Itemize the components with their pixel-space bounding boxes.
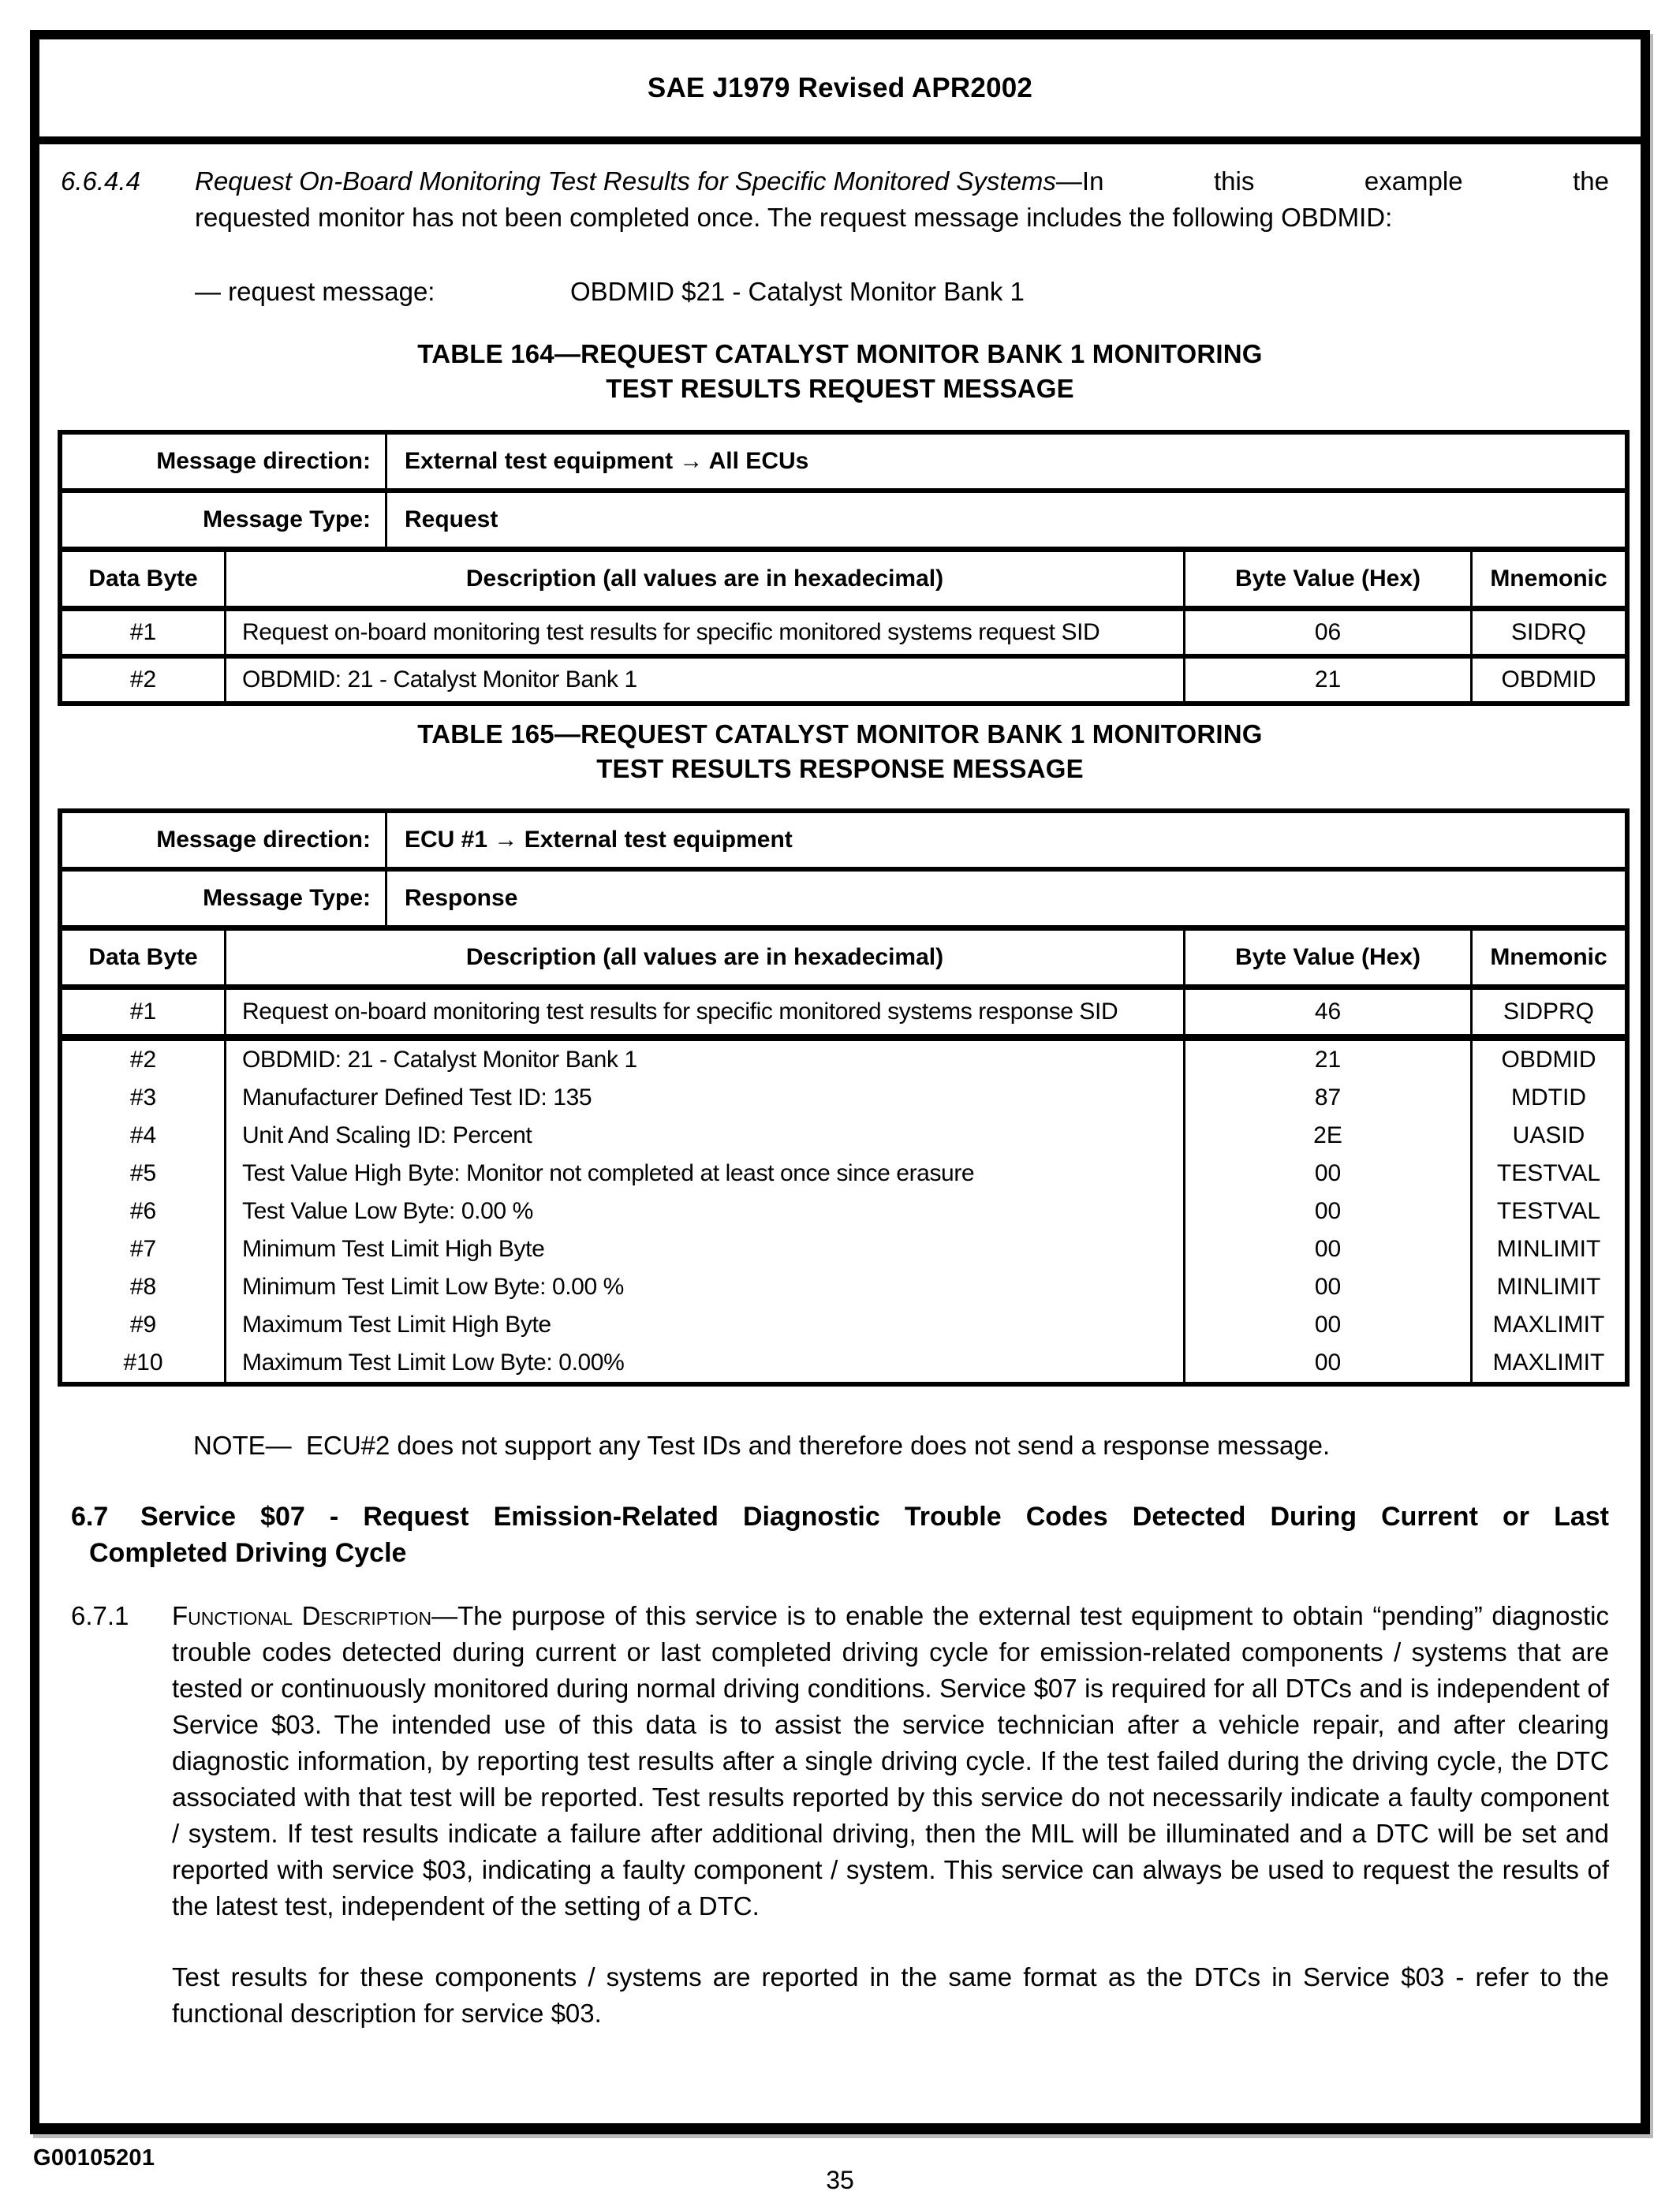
table-164-caption-line2: TEST RESULTS REQUEST MESSAGE: [606, 374, 1074, 403]
table-row: [62, 1117, 1625, 1155]
cell-description: Unit And Scaling ID: Percent: [224, 1117, 1183, 1155]
cell-mnemonic: SIDRQ: [1470, 611, 1625, 654]
cell-mnemonic: OBDMID: [1470, 659, 1625, 701]
cell-mnemonic: MINLIMIT: [1470, 1230, 1625, 1268]
message-direction-label: Message direction:: [62, 813, 387, 867]
table-164-caption: [39, 337, 1641, 406]
column-header-data-byte: Data Byte: [88, 944, 198, 970]
cell-mnemonic: MDTID: [1470, 1079, 1625, 1117]
cell-mnemonic: SIDPRQ: [1470, 990, 1625, 1034]
table-164-caption-line1: TABLE 164—REQUEST CATALYST MONITOR BANK 1 MONITORING: [417, 339, 1263, 368]
column-header-byte-value: Byte Value (Hex): [1183, 552, 1470, 606]
table-row: [62, 1079, 1625, 1117]
section-title-italic: Request On-Board Monitoring Test Results for Specific Monitored Systems: [195, 166, 1056, 196]
request-message-value: OBDMID $21 - Catalyst Monitor Bank 1: [570, 277, 1025, 306]
message-direction-value: ECU #1 → External test equipment: [405, 827, 793, 853]
message-type-label: Message Type:: [62, 493, 387, 547]
section-6-7-1-body: [172, 1598, 1609, 1924]
cell-description: Maximum Test Limit High Byte: [224, 1306, 1183, 1344]
section-number: 6.6.4.4: [61, 166, 140, 196]
cell-byte-value: 87: [1183, 1079, 1470, 1117]
cell-mnemonic: TESTVAL: [1470, 1155, 1625, 1193]
column-header-description: Description (all values are in hexadecimal): [224, 552, 1183, 606]
justified-word: example: [1364, 166, 1463, 196]
cell-data-byte: #6: [129, 1198, 157, 1224]
page-content: [39, 163, 1641, 2032]
section-title-fragment: [195, 163, 1103, 200]
cell-data-byte: #10: [123, 1349, 163, 1376]
cell-byte-value: 00: [1183, 1155, 1470, 1193]
justified-word: the: [1573, 166, 1609, 196]
cell-byte-value: 00: [1183, 1230, 1470, 1268]
page-title: SAE J1979 Revised APR2002: [647, 72, 1033, 103]
cell-mnemonic: MAXLIMIT: [1470, 1344, 1625, 1382]
page-number: 35: [826, 2166, 854, 2194]
table-row: [62, 1268, 1625, 1306]
cell-description: Manufacturer Defined Test ID: 135: [224, 1079, 1183, 1117]
cell-data-byte: #7: [129, 1236, 157, 1262]
figure-id-label: G00105201: [33, 2145, 155, 2171]
table-row: [62, 990, 1625, 1041]
message-direction-label: Message direction:: [62, 435, 387, 488]
cell-data-byte: #9: [129, 1312, 157, 1338]
column-header-description: Description (all values are in hexadecimal): [224, 931, 1183, 984]
cell-data-byte: #2: [129, 666, 157, 692]
note-text: NOTE— ECU#2 does not support any Test IDs and therefore does not send a response message.: [193, 1431, 1331, 1460]
message-type-label: Message Type:: [62, 872, 387, 925]
section-6-6-4-4-body: [195, 163, 1609, 236]
cell-mnemonic: TESTVAL: [1470, 1193, 1625, 1230]
message-type-value: Request: [405, 506, 498, 532]
cell-description: Request on-board monitoring test results for specific monitored systems response SID: [224, 990, 1183, 1034]
cell-data-byte: #5: [129, 1160, 157, 1186]
cell-byte-value: 21: [1183, 1041, 1470, 1079]
table-164: [58, 430, 1630, 706]
cell-data-byte: #1: [129, 999, 157, 1025]
message-direction-value: External test equipment → All ECUs: [405, 448, 809, 474]
section-6-6-4-4: [61, 163, 1609, 236]
cell-data-byte: #1: [129, 619, 157, 645]
cell-mnemonic: MAXLIMIT: [1470, 1306, 1625, 1344]
section-6-7-1: [39, 1598, 1609, 1924]
cell-data-byte: #2: [129, 1047, 157, 1073]
table-row: [62, 1193, 1625, 1230]
section-6-7-heading-line2: Completed Driving Cycle: [89, 1538, 407, 1568]
justified-word: this: [1213, 166, 1255, 196]
cell-mnemonic: MINLIMIT: [1470, 1268, 1625, 1306]
section-number: 6.7.1: [71, 1601, 129, 1630]
section-number: 6.7: [71, 1502, 109, 1532]
functional-description-lead: Functional Description: [172, 1601, 432, 1630]
cell-byte-value: 46: [1183, 990, 1470, 1034]
table-165-caption-line1: TABLE 165—REQUEST CATALYST MONITOR BANK 1 MONITORING: [417, 719, 1263, 748]
cell-description: Test Value High Byte: Monitor not completed at least once since erasure: [224, 1155, 1183, 1193]
table-header-row: [62, 552, 1625, 611]
table-row: [62, 813, 1625, 872]
table-row: [62, 1230, 1625, 1268]
column-header-mnemonic: Mnemonic: [1470, 931, 1625, 984]
table-row: [62, 611, 1625, 659]
cell-byte-value: 2E: [1183, 1117, 1470, 1155]
request-message-label: — request message:: [195, 277, 435, 306]
table-165: [58, 808, 1630, 1387]
column-header-mnemonic: Mnemonic: [1470, 552, 1625, 606]
column-header-data-byte: Data Byte: [88, 566, 198, 592]
cell-description: Maximum Test Limit Low Byte: 0.00%: [224, 1344, 1183, 1382]
message-type-value: Response: [405, 885, 518, 911]
page-border-box: [30, 30, 1650, 2134]
table-165-caption: [39, 717, 1641, 786]
section-6-7-1-text: —The purpose of this service is to enable the external test equipment to obtain “pending” diagnostic trouble codes detected during current or last completed driving cycle for emission-related components / systems that are tested or continuously monitored during normal driving conditions. Service $07 is required for all DTCs and is independent of Service $03. The intended use of this data is to assist the service technician after a vehicle repair, and after clearing diagnostic information, by reporting test results after a single driving cycle. If the test failed during the driving cycle, the DTC associated with that test will be reported. Test results reported by this service do not necessarily indicate a faulty component / system. If test results indicate a failure after additional driving, then the MIL will be illuminated and a DTC will be set and reported with service $03, indicating a faulty component / system. This service can always be used to request the results of the latest test, independent of the setting of a DTC.: [172, 1601, 1609, 1921]
request-message-line: [195, 274, 1641, 310]
cell-byte-value: 00: [1183, 1344, 1470, 1382]
cell-byte-value: 00: [1183, 1306, 1470, 1344]
cell-description: Minimum Test Limit Low Byte: 0.00 %: [224, 1268, 1183, 1306]
cell-byte-value: 00: [1183, 1193, 1470, 1230]
table-row: [62, 1344, 1625, 1382]
table-165-caption-line2: TEST RESULTS RESPONSE MESSAGE: [596, 754, 1084, 783]
cell-description: Minimum Test Limit High Byte: [224, 1230, 1183, 1268]
section-6-6-4-4-line2: requested monitor has not been completed once. The request message includes the following OBDMID:: [195, 203, 1393, 232]
table-row: [62, 1041, 1625, 1079]
cell-data-byte: #3: [129, 1084, 157, 1111]
table-row: [62, 435, 1625, 493]
section-title-suffix: —In: [1055, 166, 1104, 196]
table-row: [62, 1306, 1625, 1344]
cell-byte-value: 00: [1183, 1268, 1470, 1306]
section-6-7-heading-line1: Service $07 - Request Emission-Related Diagnostic Trouble Codes Detected During Current or Last: [140, 1502, 1609, 1532]
column-header-byte-value: Byte Value (Hex): [1183, 931, 1470, 984]
section-6-6-4-4-line1: [195, 163, 1609, 200]
section-6-7-heading: [39, 1499, 1609, 1571]
table-row: [62, 1155, 1625, 1193]
cell-byte-value: 21: [1183, 659, 1470, 701]
table-row: [62, 659, 1625, 701]
cell-data-byte: #4: [129, 1122, 157, 1148]
table-header-row: [62, 931, 1625, 990]
cell-mnemonic: OBDMID: [1470, 1041, 1625, 1079]
cell-description: Request on-board monitoring test results for specific monitored systems request SID: [224, 611, 1183, 654]
cell-byte-value: 06: [1183, 611, 1470, 654]
table-row: [62, 493, 1625, 552]
cell-mnemonic: UASID: [1470, 1117, 1625, 1155]
cell-description: Test Value Low Byte: 0.00 %: [224, 1193, 1183, 1230]
cell-description: OBDMID: 21 - Catalyst Monitor Bank 1: [224, 659, 1183, 701]
cell-description: OBDMID: 21 - Catalyst Monitor Bank 1: [224, 1041, 1183, 1079]
cell-data-byte: #8: [129, 1274, 157, 1300]
table-row: [62, 872, 1625, 931]
section-6-7-1-paragraph2: Test results for these components / systems are reported in the same format as the DTCs in Service $03 - refer to the functional description for service $03.: [172, 1962, 1609, 2028]
page-header: [39, 39, 1641, 144]
